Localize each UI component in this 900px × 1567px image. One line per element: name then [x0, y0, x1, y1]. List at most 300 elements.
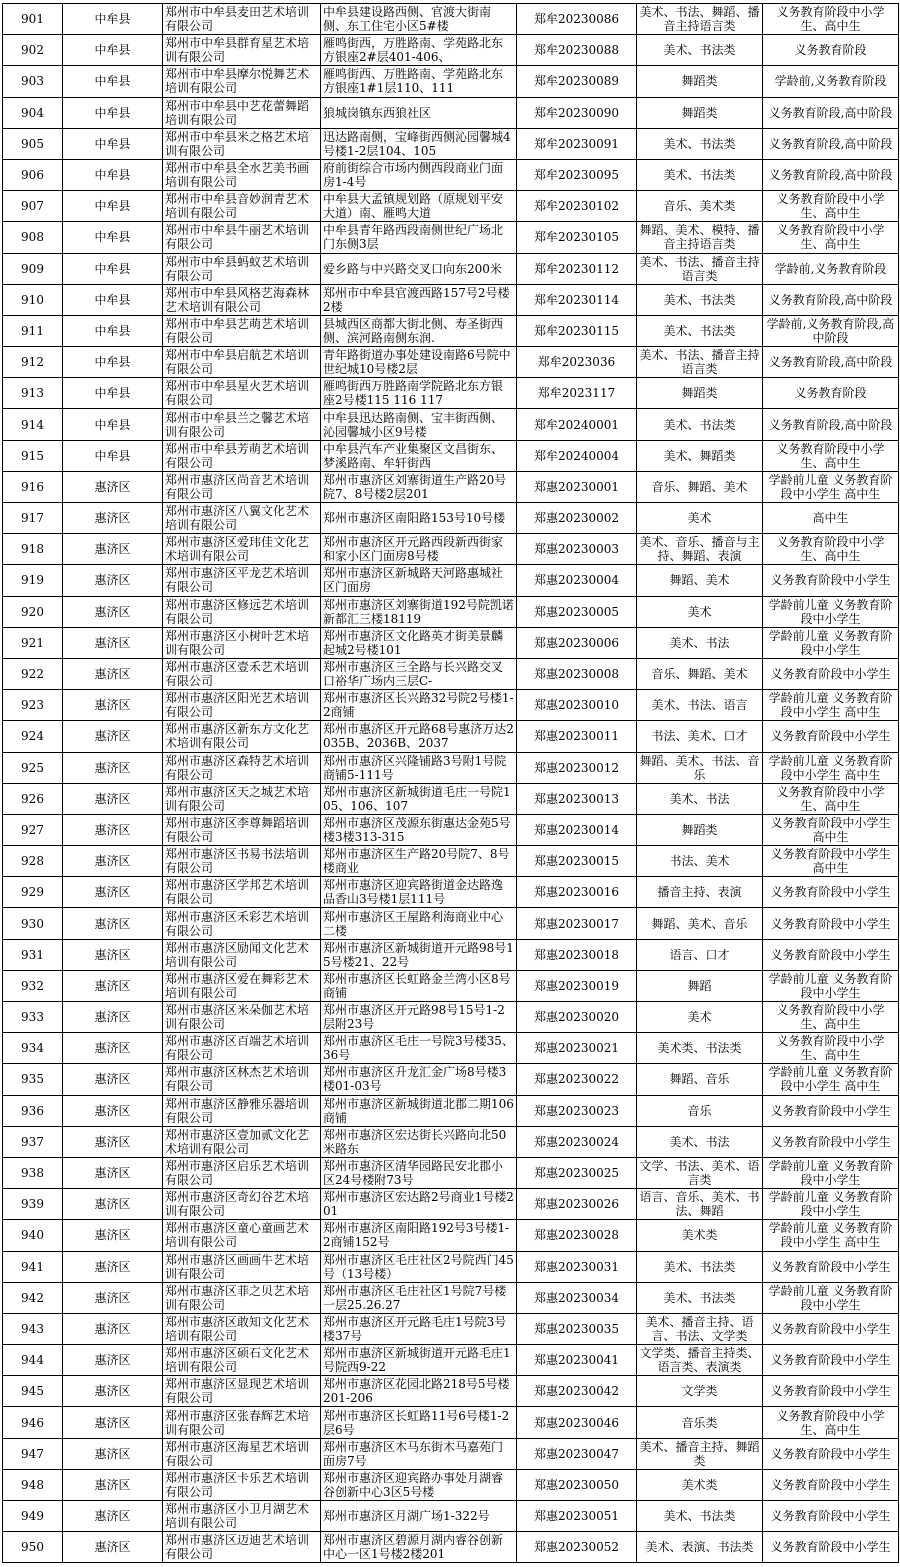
course-category-cell: 美术 — [637, 503, 763, 534]
license-number-cell: 郑惠20230052 — [517, 1532, 637, 1563]
table-row — [3, 1501, 899, 1532]
license-number-cell: 郑惠20230014 — [517, 814, 637, 845]
row-number: 938 — [3, 1157, 63, 1188]
target-students-cell: 学龄前儿童 义务教育阶段中小学生 高中生 — [763, 1220, 899, 1251]
row-number: 936 — [3, 1095, 63, 1126]
license-number-cell: 郑惠20230005 — [517, 596, 637, 627]
course-category-cell: 音乐、舞蹈、美术 — [637, 658, 763, 689]
course-category-cell: 美术、书法、舞蹈、播音主持语言类 — [637, 4, 763, 35]
address-cell: 郑州市惠济区开元路68号惠济万达2035B、2036B、2037 — [321, 721, 517, 752]
course-category-cell: 美术、播音主持、舞蹈类 — [637, 1438, 763, 1469]
district-cell: 惠济区 — [63, 1438, 163, 1469]
license-number-cell: 郑牟20230114 — [517, 284, 637, 315]
table-row — [3, 4, 899, 35]
address-cell: 郑州市惠济区王屋路利海商业中心二楼 — [321, 908, 517, 939]
address-cell: 狼城岗镇东西狼社区 — [321, 97, 517, 128]
license-number-cell: 郑惠20230026 — [517, 1189, 637, 1220]
table-row — [3, 253, 899, 284]
course-category-cell: 美术、舞蹈类 — [637, 440, 763, 471]
district-cell: 中牟县 — [63, 347, 163, 378]
license-number-cell: 郑惠20230047 — [517, 1438, 637, 1469]
institution-name-cell: 郑州市惠济区壹禾艺术培训有限公司 — [163, 658, 321, 689]
table-row — [3, 471, 899, 502]
institution-name-cell: 郑州市惠济区静雅乐器培训有限公司 — [163, 1095, 321, 1126]
address-cell: 雁鸣街西，万胜路南、学苑路北东方银座2#层401-406、 — [321, 35, 517, 66]
address-cell: 中牟县迅达路南侧、宝丰街西侧、沁园馨城小区9号楼 — [321, 409, 517, 440]
district-cell: 中牟县 — [63, 66, 163, 97]
district-cell: 惠济区 — [63, 1002, 163, 1033]
address-cell: 郑州市惠济区生产路20号院7、8号楼商业 — [321, 846, 517, 877]
institution-name-cell: 郑州市惠济区励闻文化艺术培训有限公司 — [163, 939, 321, 970]
row-number: 910 — [3, 284, 63, 315]
row-number: 933 — [3, 1002, 63, 1033]
institution-name-cell: 郑州市惠济区奇幻谷艺术培训有限公司 — [163, 1189, 321, 1220]
target-students-cell: 学龄前儿童 义务教育阶段中小学生 — [763, 596, 899, 627]
row-number: 926 — [3, 783, 63, 814]
table-row — [3, 1469, 899, 1500]
course-category-cell: 文学类、播音主持类、语言类、表演类 — [637, 1345, 763, 1376]
row-number: 902 — [3, 35, 63, 66]
table-row — [3, 1220, 899, 1251]
address-cell: 郑州市惠济区刘寨街道192号院凯诺新都汇三楼18119 — [321, 596, 517, 627]
course-category-cell: 舞蹈类 — [637, 814, 763, 845]
address-cell: 郑州市惠济区长虹路11号6号楼1-2层6号 — [321, 1407, 517, 1438]
institution-name-cell: 郑州市中牟县麦田艺术培训有限公司 — [163, 4, 321, 35]
license-number-cell: 郑惠20230041 — [517, 1345, 637, 1376]
institution-name-cell: 郑州市中牟县全水艺美书画培训有限公司 — [163, 159, 321, 190]
license-number-cell: 郑惠20230011 — [517, 721, 637, 752]
district-cell: 惠济区 — [63, 471, 163, 502]
course-category-cell: 美术、书法类 — [637, 128, 763, 159]
target-students-cell: 义务教育阶段,高中阶段 — [763, 409, 899, 440]
target-students-cell: 义务教育阶段中小学生、高中生 — [763, 191, 899, 222]
row-number: 943 — [3, 1313, 63, 1344]
table-row — [3, 1438, 899, 1469]
row-number: 922 — [3, 658, 63, 689]
address-cell: 郑州市惠济区新城街道开元路毛庄1号院西9-22 — [321, 1345, 517, 1376]
address-cell: 郑州市惠济区新城街道毛庄一号院105、106、107 — [321, 783, 517, 814]
course-category-cell: 美术、书法类 — [637, 35, 763, 66]
institution-name-cell: 郑州市中牟县兰之馨艺术培训有限公司 — [163, 409, 321, 440]
course-category-cell: 舞蹈、美术、书法、音乐 — [637, 752, 763, 783]
address-cell: 雁鸣街西、万胜路南、学苑路北东方银座1#1层110、111 — [321, 66, 517, 97]
table-row — [3, 908, 899, 939]
row-number: 932 — [3, 970, 63, 1001]
address-cell: 中牟县大孟镇规划路（原规划平安大道）南、雁鸣大道 — [321, 191, 517, 222]
table-row — [3, 721, 899, 752]
district-cell: 中牟县 — [63, 159, 163, 190]
institution-name-cell: 郑州市惠济区林杰艺术培训有限公司 — [163, 1064, 321, 1095]
table-row — [3, 66, 899, 97]
target-students-cell: 义务教育阶段中小学生 — [763, 1438, 899, 1469]
table-row — [3, 1189, 899, 1220]
institution-name-cell: 郑州市惠济区平龙艺术培训有限公司 — [163, 565, 321, 596]
course-category-cell: 舞蹈类 — [637, 378, 763, 409]
table-row — [3, 658, 899, 689]
target-students-cell: 学龄前儿童 义务教育阶段中小学生 高中生 — [763, 690, 899, 721]
target-students-cell: 学龄前,义务教育阶段 — [763, 253, 899, 284]
table-row — [3, 409, 899, 440]
table-row — [3, 1345, 899, 1376]
district-cell: 中牟县 — [63, 97, 163, 128]
district-cell: 中牟县 — [63, 409, 163, 440]
address-cell: 雁鸣街西万胜路南学院路北东方银座2号楼115 116 117 — [321, 378, 517, 409]
institution-name-cell: 郑州市惠济区小树叶艺术培训有限公司 — [163, 627, 321, 658]
target-students-cell: 义务教育阶段,高中阶段 — [763, 347, 899, 378]
district-cell: 中牟县 — [63, 4, 163, 35]
target-students-cell: 学龄前儿童 义务教育阶段中小学生 高中生 — [763, 752, 899, 783]
table-row — [3, 690, 899, 721]
course-category-cell: 文学、书法、美术、语言类 — [637, 1157, 763, 1188]
target-students-cell: 义务教育阶段 — [763, 35, 899, 66]
course-category-cell: 舞蹈、美术 — [637, 565, 763, 596]
institution-name-cell: 郑州市惠济区修远艺术培训有限公司 — [163, 596, 321, 627]
address-cell: 中牟县建设路西侧、官渡大街南侧、东工住宅小区5#楼 — [321, 4, 517, 35]
course-category-cell: 美术、书法 — [637, 1126, 763, 1157]
course-category-cell: 书法、美术、口才 — [637, 721, 763, 752]
license-number-cell: 郑惠20230016 — [517, 877, 637, 908]
license-number-cell: 郑牟20230086 — [517, 4, 637, 35]
row-number: 906 — [3, 159, 63, 190]
address-cell: 郑州市惠济区碧源月湖内睿谷创新中心一区1号楼2楼201 — [321, 1532, 517, 1563]
institution-name-cell: 郑州市惠济区卡乐艺术培训有限公司 — [163, 1469, 321, 1500]
institution-name-cell: 郑州市惠济区米朵伽艺术培训有限公司 — [163, 1002, 321, 1033]
institution-name-cell: 郑州市惠济区画画牛艺术培训有限公司 — [163, 1251, 321, 1282]
license-number-cell: 郑惠20230018 — [517, 939, 637, 970]
row-number: 914 — [3, 409, 63, 440]
address-cell: 中牟县汽车产业集聚区文昌街东、梦溪路南、牟轩街西 — [321, 440, 517, 471]
course-category-cell: 语言、音乐、美术、书法、舞蹈 — [637, 1189, 763, 1220]
target-students-cell: 学龄前儿童 义务教育阶段中小学生 — [763, 1282, 899, 1313]
row-number: 916 — [3, 471, 63, 502]
address-cell: 郑州市惠济区木马东街木马嘉苑门面房7号 — [321, 1438, 517, 1469]
district-cell: 惠济区 — [63, 1501, 163, 1532]
course-category-cell: 美术、书法、语言 — [637, 690, 763, 721]
table-row — [3, 1407, 899, 1438]
district-cell: 惠济区 — [63, 970, 163, 1001]
row-number: 946 — [3, 1407, 63, 1438]
address-cell: 郑州市惠济区迎宾路街道金达路逸品香山3号楼1层111号 — [321, 877, 517, 908]
district-cell: 惠济区 — [63, 503, 163, 534]
row-number: 948 — [3, 1469, 63, 1500]
address-cell: 郑州市惠济区长兴路32号院2号楼1-2商铺 — [321, 690, 517, 721]
license-number-cell: 郑惠20230046 — [517, 1407, 637, 1438]
district-cell: 惠济区 — [63, 1064, 163, 1095]
table-row — [3, 191, 899, 222]
table-row — [3, 1282, 899, 1313]
table-row — [3, 1376, 899, 1407]
target-students-cell: 义务教育阶段中小学生 高中生 — [763, 814, 899, 845]
row-number: 947 — [3, 1438, 63, 1469]
course-category-cell: 舞蹈类 — [637, 97, 763, 128]
course-category-cell: 播音主持、表演 — [637, 877, 763, 908]
address-cell: 郑州市惠济区毛庄社区2号院西门45号（13号楼） — [321, 1251, 517, 1282]
license-number-cell: 郑惠20230015 — [517, 846, 637, 877]
address-cell: 郑州市惠济区开元路98号15号1-2层附23号 — [321, 1002, 517, 1033]
district-cell: 中牟县 — [63, 315, 163, 346]
target-students-cell: 学龄前儿童 义务教育阶段中小学生 高中生 — [763, 471, 899, 502]
district-cell: 惠济区 — [63, 1220, 163, 1251]
table-row — [3, 877, 899, 908]
row-number: 945 — [3, 1376, 63, 1407]
row-number: 942 — [3, 1282, 63, 1313]
course-category-cell: 美术、播音主持、语言、书法、文学类 — [637, 1313, 763, 1344]
table-row — [3, 534, 899, 565]
course-category-cell: 美术、书法 — [637, 783, 763, 814]
course-category-cell: 美术、书法 — [637, 627, 763, 658]
address-cell: 郑州市惠济区新城街道北郡二期106商铺 — [321, 1095, 517, 1126]
target-students-cell: 义务教育阶段中小学生 — [763, 565, 899, 596]
table-row — [3, 846, 899, 877]
row-number: 901 — [3, 4, 63, 35]
course-category-cell: 美术、书法类 — [637, 284, 763, 315]
course-category-cell: 书法、美术 — [637, 846, 763, 877]
course-category-cell: 舞蹈、美术、音乐 — [637, 908, 763, 939]
district-cell: 惠济区 — [63, 596, 163, 627]
course-category-cell: 舞蹈、音乐 — [637, 1064, 763, 1095]
table-row — [3, 347, 899, 378]
table-row — [3, 783, 899, 814]
institution-name-cell: 郑州市惠济区迈迪艺术培训有限公司 — [163, 1532, 321, 1563]
district-cell: 惠济区 — [63, 534, 163, 565]
course-category-cell: 美术、表演、书法类 — [637, 1532, 763, 1563]
license-number-cell: 郑惠20230006 — [517, 627, 637, 658]
license-number-cell: 郑惠20230012 — [517, 752, 637, 783]
target-students-cell: 义务教育阶段中小学生 — [763, 1095, 899, 1126]
institution-name-cell: 郑州市惠济区阳光艺术培训有限公司 — [163, 690, 321, 721]
address-cell: 中牟县青年路西段南侧世纪广场北门东侧3层 — [321, 222, 517, 253]
institution-name-cell: 郑州市惠济区学邦艺术培训有限公司 — [163, 877, 321, 908]
target-students-cell: 义务教育阶段,高中阶段 — [763, 97, 899, 128]
table-row — [3, 35, 899, 66]
license-number-cell: 郑牟20230095 — [517, 159, 637, 190]
table-row — [3, 97, 899, 128]
district-cell: 中牟县 — [63, 35, 163, 66]
row-number: 905 — [3, 128, 63, 159]
address-cell: 郑州市惠济区毛庄一号院3号楼35、36号 — [321, 1033, 517, 1064]
target-students-cell: 义务教育阶段中小学生、高中生 — [763, 1033, 899, 1064]
course-category-cell: 美术、音乐、播音与主持、舞蹈、表演 — [637, 534, 763, 565]
table-row — [3, 222, 899, 253]
district-cell: 惠济区 — [63, 1407, 163, 1438]
district-cell: 中牟县 — [63, 284, 163, 315]
license-number-cell: 郑牟2023036 — [517, 347, 637, 378]
district-cell: 惠济区 — [63, 565, 163, 596]
institution-name-cell: 郑州市惠济区天之城艺术培训有限公司 — [163, 783, 321, 814]
license-number-cell: 郑牟20240001 — [517, 409, 637, 440]
table-row — [3, 1033, 899, 1064]
license-number-cell: 郑牟20230088 — [517, 35, 637, 66]
institution-name-cell: 郑州市惠济区禾彩艺术培训有限公司 — [163, 908, 321, 939]
course-category-cell: 音乐、美术类 — [637, 191, 763, 222]
district-cell: 惠济区 — [63, 1532, 163, 1563]
table-row — [3, 440, 899, 471]
target-students-cell: 义务教育阶段中小学生 — [763, 1469, 899, 1500]
license-number-cell: 郑牟20230089 — [517, 66, 637, 97]
license-number-cell: 郑惠20230001 — [517, 471, 637, 502]
table-row — [3, 752, 899, 783]
address-cell: 郑州市惠济区新城路天河路惠城社区门面房 — [321, 565, 517, 596]
institution-name-cell: 郑州市惠济区硕石文化艺术培训有限公司 — [163, 1345, 321, 1376]
institution-name-cell: 郑州市惠济区启乐艺术培训有限公司 — [163, 1157, 321, 1188]
course-category-cell: 美术类、书法类 — [637, 1033, 763, 1064]
row-number: 941 — [3, 1251, 63, 1282]
license-number-cell: 郑惠20230025 — [517, 1157, 637, 1188]
institution-table — [2, 3, 899, 1563]
row-number: 923 — [3, 690, 63, 721]
license-number-cell: 郑牟20230091 — [517, 128, 637, 159]
district-cell: 惠济区 — [63, 846, 163, 877]
course-category-cell: 美术、书法类 — [637, 409, 763, 440]
target-students-cell: 义务教育阶段,高中阶段 — [763, 284, 899, 315]
target-students-cell: 义务教育阶段中小学生、高中生 — [763, 534, 899, 565]
district-cell: 中牟县 — [63, 253, 163, 284]
row-number: 921 — [3, 627, 63, 658]
district-cell: 惠济区 — [63, 752, 163, 783]
institution-name-cell: 郑州市中牟县芳萌艺术培训有限公司 — [163, 440, 321, 471]
license-number-cell: 郑惠20230024 — [517, 1126, 637, 1157]
course-category-cell: 音乐 — [637, 1095, 763, 1126]
target-students-cell: 义务教育阶段中小学生、高中生 — [763, 783, 899, 814]
institution-name-cell: 郑州市中牟县风格艺海森林艺术培训有限公司 — [163, 284, 321, 315]
row-number: 927 — [3, 814, 63, 845]
license-number-cell: 郑惠20230023 — [517, 1095, 637, 1126]
row-number: 939 — [3, 1189, 63, 1220]
table-row — [3, 970, 899, 1001]
course-category-cell: 美术、书法类 — [637, 159, 763, 190]
district-cell: 中牟县 — [63, 191, 163, 222]
address-cell: 郑州市中牟县官渡西路157号2号楼2楼 — [321, 284, 517, 315]
address-cell: 郑州市惠济区升龙汇金广场8号楼3楼01-03号 — [321, 1064, 517, 1095]
license-number-cell: 郑惠20230003 — [517, 534, 637, 565]
district-cell: 惠济区 — [63, 627, 163, 658]
institution-name-cell: 郑州市惠济区新东方文化艺术培训有限公司 — [163, 721, 321, 752]
institution-name-cell: 郑州市惠济区海星艺术培训有限公司 — [163, 1438, 321, 1469]
target-students-cell: 义务教育阶段中小学生 — [763, 877, 899, 908]
target-students-cell: 义务教育阶段中小学生 — [763, 1251, 899, 1282]
row-number: 925 — [3, 752, 63, 783]
row-number: 915 — [3, 440, 63, 471]
target-students-cell: 义务教育阶段中小学生 — [763, 1345, 899, 1376]
institution-name-cell: 郑州市中牟县蚂蚁艺术培训有限公司 — [163, 253, 321, 284]
table-row — [3, 1157, 899, 1188]
institution-name-cell: 郑州市中牟县群育星艺术培训有限公司 — [163, 35, 321, 66]
table-row — [3, 284, 899, 315]
district-cell: 中牟县 — [63, 378, 163, 409]
address-cell: 府前街综合市场内侧西段商业门面房1-4号 — [321, 159, 517, 190]
address-cell: 郑州市惠济区兴隆铺路3号附1号院商铺5-111号 — [321, 752, 517, 783]
address-cell: 郑州市惠济区长虹路金兰湾小区8号商铺 — [321, 970, 517, 1001]
row-number: 903 — [3, 66, 63, 97]
address-cell: 郑州市惠济区开元路西段新西街家和家小区门面房8号楼 — [321, 534, 517, 565]
institution-name-cell: 郑州市惠济区爱玮佳文化艺术培训有限公司 — [163, 534, 321, 565]
target-students-cell: 学龄前儿童 义务教育阶段中小学生 — [763, 1157, 899, 1188]
target-students-cell: 高中生 — [763, 503, 899, 534]
institution-name-cell: 郑州市中牟县星火艺术培训有限公司 — [163, 378, 321, 409]
target-students-cell: 义务教育阶段中小学生 — [763, 721, 899, 752]
row-number: 930 — [3, 908, 63, 939]
district-cell: 惠济区 — [63, 1282, 163, 1313]
row-number: 911 — [3, 315, 63, 346]
license-number-cell: 郑惠20230004 — [517, 565, 637, 596]
row-number: 940 — [3, 1220, 63, 1251]
institution-name-cell: 郑州市惠济区壹加贰文化艺术培训有限公司 — [163, 1126, 321, 1157]
district-cell: 惠济区 — [63, 1376, 163, 1407]
address-cell: 郑州市惠济区刘寨街道生产路20号院7、8号楼2层201 — [321, 471, 517, 502]
district-cell: 惠济区 — [63, 1126, 163, 1157]
row-number: 931 — [3, 939, 63, 970]
license-number-cell: 郑惠20230020 — [517, 1002, 637, 1033]
course-category-cell: 美术、书法类 — [637, 1282, 763, 1313]
row-number: 919 — [3, 565, 63, 596]
target-students-cell: 义务教育阶段中小学生 高中生 — [763, 846, 899, 877]
district-cell: 惠济区 — [63, 908, 163, 939]
district-cell: 惠济区 — [63, 690, 163, 721]
target-students-cell: 义务教育阶段中小学生 — [763, 1376, 899, 1407]
row-number: 913 — [3, 378, 63, 409]
address-cell: 郑州市惠济区新城街道开元路98号15号楼21、22号 — [321, 939, 517, 970]
row-number: 907 — [3, 191, 63, 222]
institution-name-cell: 郑州市中牟县启航艺术培训有限公司 — [163, 347, 321, 378]
target-students-cell: 义务教育阶段中小学生 — [763, 908, 899, 939]
district-cell: 中牟县 — [63, 222, 163, 253]
row-number: 944 — [3, 1345, 63, 1376]
address-cell: 郑州市惠济区宏达街长兴路向北50米路东 — [321, 1126, 517, 1157]
row-number: 908 — [3, 222, 63, 253]
institution-name-cell: 郑州市惠济区童心童画艺术培训有限公司 — [163, 1220, 321, 1251]
course-category-cell: 美术、书法、播音主持语言类 — [637, 253, 763, 284]
table-row — [3, 1126, 899, 1157]
district-cell: 惠济区 — [63, 1345, 163, 1376]
license-number-cell: 郑惠20230035 — [517, 1313, 637, 1344]
row-number: 929 — [3, 877, 63, 908]
district-cell: 惠济区 — [63, 1095, 163, 1126]
course-category-cell: 美术类 — [637, 1220, 763, 1251]
course-category-cell: 美术、书法类 — [637, 1501, 763, 1532]
license-number-cell: 郑惠20230028 — [517, 1220, 637, 1251]
district-cell: 惠济区 — [63, 1157, 163, 1188]
target-students-cell: 义务教育阶段中小学生 — [763, 939, 899, 970]
institution-name-cell: 郑州市惠济区敢知文化艺术培训有限公司 — [163, 1313, 321, 1344]
target-students-cell: 义务教育阶段中小学生 — [763, 1313, 899, 1344]
district-cell: 中牟县 — [63, 128, 163, 159]
license-number-cell: 郑牟20230105 — [517, 222, 637, 253]
target-students-cell: 义务教育阶段,高中阶段 — [763, 128, 899, 159]
institution-name-cell: 郑州市惠济区小卫月湖艺术培训有限公司 — [163, 1501, 321, 1532]
institution-name-cell: 郑州市中牟县摩尔悦舞艺术培训有限公司 — [163, 66, 321, 97]
row-number: 935 — [3, 1064, 63, 1095]
course-category-cell: 美术 — [637, 596, 763, 627]
license-number-cell: 郑惠20230013 — [517, 783, 637, 814]
table-body — [3, 4, 899, 1563]
institution-name-cell: 郑州市惠济区森特艺术培训有限公司 — [163, 752, 321, 783]
address-cell: 迅达路南侧，宝峰街西侧沁园馨城4号楼1-2层104、105 — [321, 128, 517, 159]
row-number: 909 — [3, 253, 63, 284]
address-cell: 郑州市惠济区南阳路153号10号楼 — [321, 503, 517, 534]
table-row — [3, 1532, 899, 1563]
address-cell: 郑州市惠济区毛庄社区1号院7号楼一层25.26.27 — [321, 1282, 517, 1313]
course-category-cell: 语言、口才 — [637, 939, 763, 970]
course-category-cell: 美术 — [637, 1002, 763, 1033]
address-cell: 郑州市惠济区南阳路192号3号楼1-2商铺152号 — [321, 1220, 517, 1251]
row-number: 928 — [3, 846, 63, 877]
table-row — [3, 1251, 899, 1282]
address-cell: 郑州市惠济区茂源东街惠达金苑5号楼3楼313-315 — [321, 814, 517, 845]
course-category-cell: 美术、书法类 — [637, 1251, 763, 1282]
district-cell: 惠济区 — [63, 783, 163, 814]
license-number-cell: 郑惠20230051 — [517, 1501, 637, 1532]
institution-name-cell: 郑州市中牟县中艺花蕾舞蹈培训有限公司 — [163, 97, 321, 128]
